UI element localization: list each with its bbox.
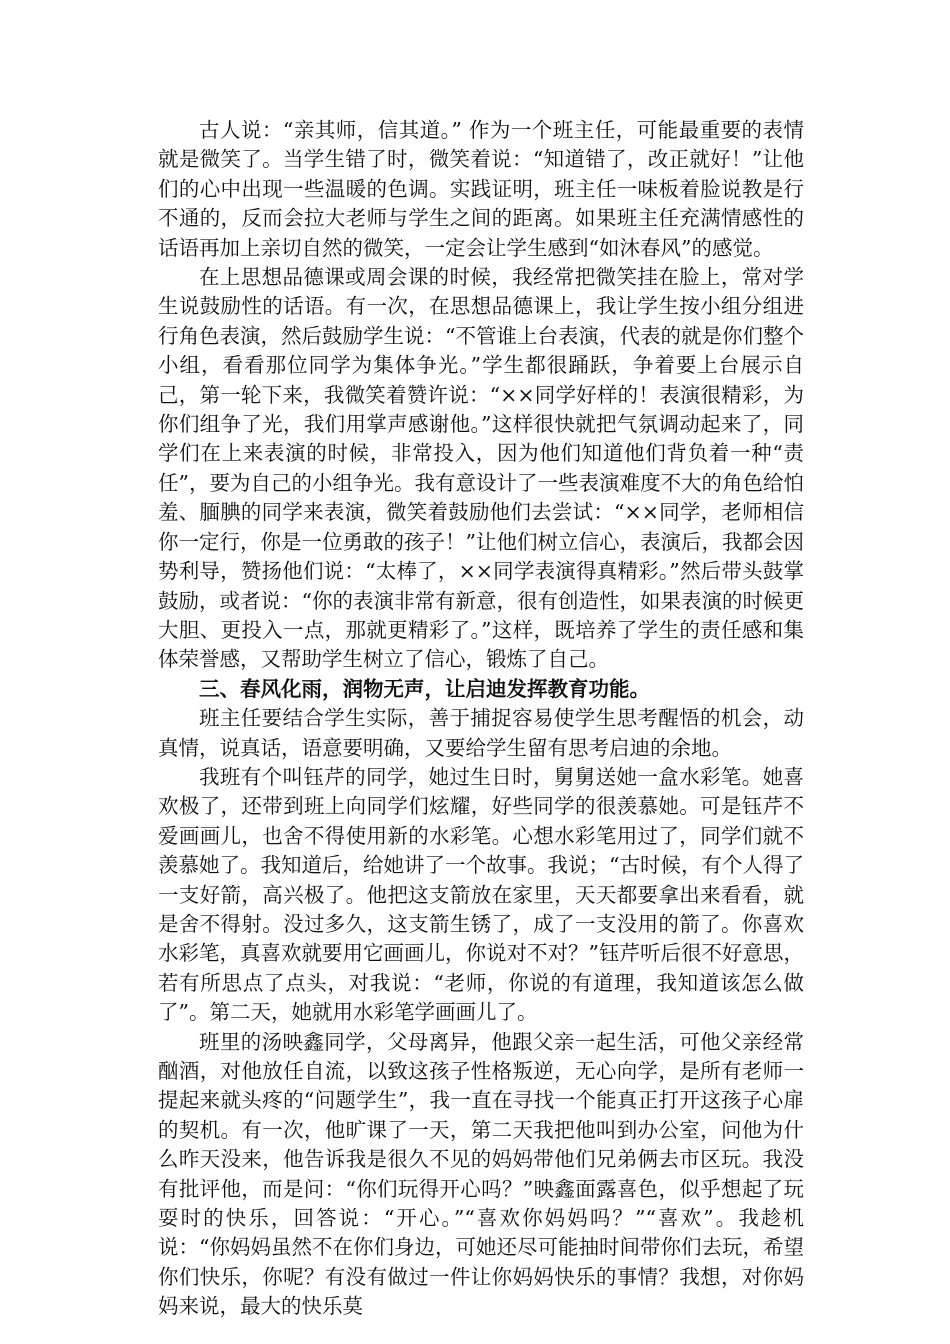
paragraph-watercolor-story: 我班有个叫钰芹的同学，她过生日时，舅舅送她一盒水彩笔。她喜欢极了，还带到班上向同学们炫耀，好些同学的很羡慕她。可是钰芹不爱画画儿，也舍不得使用新的水彩笔。心想水彩笔用过了，同学们就不羡慕她了。我知道后，给她讲了一个故事。我说；“古时候，有个人得了一支好箭，高兴极了。他把这支箭放在家里，天天都要拿出来看看，就是舍不得射。没过多久，这支箭生锈了，成了一支没用的箭了。你喜欢水彩笔，真喜欢就要用它画画儿，你说对不对？”钰芹听后很不好意思，若有所思点了点头，对我说：“老师，你说的有道理，我知道该怎么做了”。第二天，她就用水彩笔学画画儿了。 <box>158 764 804 1025</box>
paragraph-section-intro: 班主任要结合学生实际，善于捕捉容易使学生思考醒悟的机会，动真情，说真话，语意要明确，又要给学生留有思考启迪的余地。 <box>158 706 804 760</box>
paragraph-moral-class-example: 在上思想品德课或周会课的时候，我经常把微笑挂在脸上，常对学生说鼓励性的话语。有一次，在思想品德课上，我让学生按小组分组进行角色表演，然后鼓励学生说：“不管谁上台表演，代表的就是你们整个小组，看看那位同学为集体争光。”学生都很踊跃，争着要上台展示自己，第一轮下来，我微笑着赞许说：“××同学好样的！表演很精彩，为你们组争了光，我们用掌声感谢他。”这样很快就把气氛调动起来了，同学们在上来表演的时候，非常投入，因为他们知道他们背负着一种“责任”，要为自己的小组争光。我有意设计了一些表演难度不大的角色给怕羞、腼腆的同学来表演，微笑着鼓励他们去尝试：“××同学，老师相信你一定行，你是一位勇敢的孩子！”让他们树立信心，表演后，我都会因势利导，赞扬他们说：“太棒了，××同学表演得真精彩。”然后带头鼓掌鼓励，或者说：“你的表演非常有新意，很有创造性，如果表演的时候更大胆、更投入一点，那就更精彩了。”这样，既培养了学生的责任感和集体荣誉感，又帮助学生树立了信心，锻炼了自己。 <box>158 265 804 672</box>
document-page <box>158 116 804 1322</box>
section-heading: 三、春风化雨，润物无声，让启迪发挥教育功能。 <box>199 676 650 701</box>
paragraph-smile-importance: 古人说：“亲其师，信其道。” 作为一个班主任，可能最重要的表情就是微笑了。当学生错了时，微笑着说：“知道错了，改正就好！”让他们的心中出现一些温暖的色调。实践证明，班主任一味板着脸说教是行不通的，反而会拉大老师与学生之间的距离。如果班主任充满情感性的话语再加上亲切自然的微笑，一定会让学生感到“如沐春风”的感觉。 <box>158 118 804 260</box>
paragraph-problem-student: 班里的汤映鑫同学，父母离异，他跟父亲一起生活，可他父亲经常酗酒，对他放任自流，以致这孩子性格叛逆，无心向学，是所有老师一提起来就头疼的“问题学生”，我一直在寻找一个能真正打开这孩子心扉的契机。有一次，他旷课了一天，第二天我把他叫到办公室，问他为什么昨天没来，他告诉我是很久不见的妈妈带他们兄弟俩去市区玩。我没有批评他，而是问：“你们玩得开心吗？”映鑫面露喜色，似乎想起了玩耍时的快乐，回答说：“开心。”“喜欢你妈妈吗？”“喜欢”。我趁机说：“你妈妈虽然不在你们身边，可她还尽可能抽时间带你们去玩，希望你们快乐，你呢？有没有做过一件让你妈妈快乐的事情？我想，对你妈妈来说，最大的快乐莫 <box>158 1029 804 1319</box>
